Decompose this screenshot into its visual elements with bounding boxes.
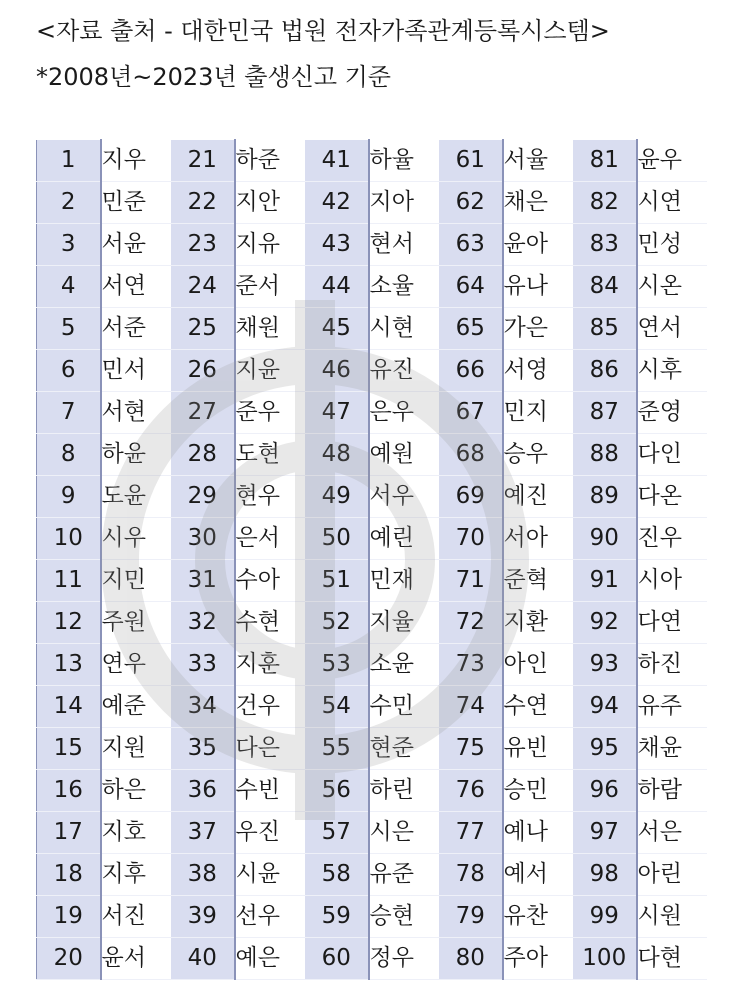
rank-number: 99 <box>573 896 637 938</box>
baby-name: 지아 <box>369 182 439 224</box>
rank-number: 4 <box>37 266 101 308</box>
rank-number: 29 <box>171 476 235 518</box>
baby-name: 서준 <box>101 308 171 350</box>
baby-name: 지환 <box>503 602 573 644</box>
rank-number: 40 <box>171 938 235 980</box>
rank-number: 87 <box>573 392 637 434</box>
baby-name: 은서 <box>235 518 305 560</box>
baby-name: 현준 <box>369 728 439 770</box>
baby-name: 지우 <box>101 140 171 182</box>
baby-name: 서우 <box>369 476 439 518</box>
rank-number: 30 <box>171 518 235 560</box>
table-row <box>37 140 707 182</box>
baby-name: 지율 <box>369 602 439 644</box>
rank-number: 58 <box>305 854 369 896</box>
rank-number: 43 <box>305 224 369 266</box>
rank-number: 32 <box>171 602 235 644</box>
baby-name: 서진 <box>101 896 171 938</box>
baby-name: 민준 <box>101 182 171 224</box>
rank-number: 6 <box>37 350 101 392</box>
baby-name: 다현 <box>637 938 707 980</box>
rank-number: 22 <box>171 182 235 224</box>
baby-name: 서윤 <box>101 224 171 266</box>
baby-name: 서율 <box>503 140 573 182</box>
rank-number: 33 <box>171 644 235 686</box>
rank-number: 67 <box>439 392 503 434</box>
baby-name: 민성 <box>637 224 707 266</box>
baby-name: 민서 <box>101 350 171 392</box>
rank-number: 70 <box>439 518 503 560</box>
rank-number: 17 <box>37 812 101 854</box>
baby-name: 아인 <box>503 644 573 686</box>
baby-name: 시연 <box>637 182 707 224</box>
baby-name: 하준 <box>235 140 305 182</box>
baby-name: 시원 <box>637 896 707 938</box>
table-row <box>37 896 707 938</box>
baby-name: 시은 <box>369 812 439 854</box>
rank-number: 1 <box>37 140 101 182</box>
rank-number: 56 <box>305 770 369 812</box>
rank-number: 25 <box>171 308 235 350</box>
baby-name: 채원 <box>235 308 305 350</box>
baby-name: 현서 <box>369 224 439 266</box>
rank-number: 20 <box>37 938 101 980</box>
rank-number: 24 <box>171 266 235 308</box>
rank-number: 2 <box>37 182 101 224</box>
rank-number: 90 <box>573 518 637 560</box>
baby-name: 주아 <box>503 938 573 980</box>
baby-name: 예원 <box>369 434 439 476</box>
rank-number: 10 <box>37 518 101 560</box>
table-row <box>37 224 707 266</box>
baby-name: 유빈 <box>503 728 573 770</box>
baby-name: 아린 <box>637 854 707 896</box>
rank-number: 38 <box>171 854 235 896</box>
rank-number: 27 <box>171 392 235 434</box>
rank-number: 63 <box>439 224 503 266</box>
baby-name: 연우 <box>101 644 171 686</box>
baby-name: 서영 <box>503 350 573 392</box>
baby-name: 승현 <box>369 896 439 938</box>
rank-number: 12 <box>37 602 101 644</box>
rank-number: 23 <box>171 224 235 266</box>
baby-name: 정우 <box>369 938 439 980</box>
rank-number: 82 <box>573 182 637 224</box>
rank-number: 86 <box>573 350 637 392</box>
rank-number: 77 <box>439 812 503 854</box>
baby-name: 유준 <box>369 854 439 896</box>
baby-name: 시현 <box>369 308 439 350</box>
baby-name: 수아 <box>235 560 305 602</box>
rank-number: 64 <box>439 266 503 308</box>
baby-name: 지원 <box>101 728 171 770</box>
rank-number: 69 <box>439 476 503 518</box>
table-row <box>37 392 707 434</box>
rank-number: 98 <box>573 854 637 896</box>
table-row <box>37 434 707 476</box>
baby-name: 수연 <box>503 686 573 728</box>
baby-name: 유진 <box>369 350 439 392</box>
baby-name: 채윤 <box>637 728 707 770</box>
rank-number: 88 <box>573 434 637 476</box>
rank-number: 42 <box>305 182 369 224</box>
baby-name: 하율 <box>369 140 439 182</box>
table-row <box>37 476 707 518</box>
baby-name: 다은 <box>235 728 305 770</box>
baby-name: 윤우 <box>637 140 707 182</box>
rank-number: 31 <box>171 560 235 602</box>
baby-name: 예진 <box>503 476 573 518</box>
baby-name: 승우 <box>503 434 573 476</box>
rank-number: 92 <box>573 602 637 644</box>
rank-number: 78 <box>439 854 503 896</box>
rank-number: 48 <box>305 434 369 476</box>
rank-number: 85 <box>573 308 637 350</box>
rank-number: 94 <box>573 686 637 728</box>
baby-name: 하은 <box>101 770 171 812</box>
rank-number: 72 <box>439 602 503 644</box>
rank-number: 96 <box>573 770 637 812</box>
rank-number: 44 <box>305 266 369 308</box>
rank-number: 65 <box>439 308 503 350</box>
rank-number: 8 <box>37 434 101 476</box>
basis-caption: *2008년~2023년 출생신고 기준 <box>36 63 391 91</box>
rank-number: 5 <box>37 308 101 350</box>
rank-number: 75 <box>439 728 503 770</box>
rank-number: 59 <box>305 896 369 938</box>
baby-name: 연서 <box>637 308 707 350</box>
baby-name: 윤아 <box>503 224 573 266</box>
rank-number: 18 <box>37 854 101 896</box>
baby-name: 예린 <box>369 518 439 560</box>
rank-number: 91 <box>573 560 637 602</box>
baby-name: 하윤 <box>101 434 171 476</box>
baby-name: 시아 <box>637 560 707 602</box>
baby-name: 유주 <box>637 686 707 728</box>
rank-number: 26 <box>171 350 235 392</box>
baby-name: 시후 <box>637 350 707 392</box>
baby-name: 서아 <box>503 518 573 560</box>
baby-name: 유나 <box>503 266 573 308</box>
rank-number: 21 <box>171 140 235 182</box>
baby-name: 시윤 <box>235 854 305 896</box>
baby-name: 준영 <box>637 392 707 434</box>
rank-number: 71 <box>439 560 503 602</box>
baby-name: 하람 <box>637 770 707 812</box>
baby-name: 지유 <box>235 224 305 266</box>
rank-number: 55 <box>305 728 369 770</box>
rank-number: 47 <box>305 392 369 434</box>
baby-name: 예서 <box>503 854 573 896</box>
baby-name: 준서 <box>235 266 305 308</box>
rank-number: 45 <box>305 308 369 350</box>
baby-name: 진우 <box>637 518 707 560</box>
rank-number: 54 <box>305 686 369 728</box>
baby-name: 선우 <box>235 896 305 938</box>
rank-number: 79 <box>439 896 503 938</box>
baby-name: 지훈 <box>235 644 305 686</box>
rank-number: 34 <box>171 686 235 728</box>
baby-name: 예나 <box>503 812 573 854</box>
rank-number: 76 <box>439 770 503 812</box>
rank-number: 46 <box>305 350 369 392</box>
baby-name: 서은 <box>637 812 707 854</box>
baby-name: 우진 <box>235 812 305 854</box>
rank-number: 100 <box>573 938 637 980</box>
rank-number: 97 <box>573 812 637 854</box>
baby-name: 지안 <box>235 182 305 224</box>
baby-name: 도윤 <box>101 476 171 518</box>
rank-number: 16 <box>37 770 101 812</box>
name-ranking-table <box>36 139 707 980</box>
baby-name: 다연 <box>637 602 707 644</box>
baby-name: 지윤 <box>235 350 305 392</box>
rank-number: 9 <box>37 476 101 518</box>
rank-number: 89 <box>573 476 637 518</box>
rank-number: 14 <box>37 686 101 728</box>
baby-name: 소윤 <box>369 644 439 686</box>
baby-name: 채은 <box>503 182 573 224</box>
baby-name: 수민 <box>369 686 439 728</box>
table-row <box>37 518 707 560</box>
table-row <box>37 686 707 728</box>
rank-number: 74 <box>439 686 503 728</box>
baby-name: 민재 <box>369 560 439 602</box>
rank-number: 52 <box>305 602 369 644</box>
source-caption: <자료 출처 - 대한민국 법원 전자가족관계등록시스템> <box>36 17 610 45</box>
table-row <box>37 728 707 770</box>
rank-number: 80 <box>439 938 503 980</box>
rank-number: 49 <box>305 476 369 518</box>
rank-number: 41 <box>305 140 369 182</box>
rank-number: 93 <box>573 644 637 686</box>
baby-name: 가은 <box>503 308 573 350</box>
table-row <box>37 266 707 308</box>
rank-number: 3 <box>37 224 101 266</box>
baby-name: 예은 <box>235 938 305 980</box>
table-row <box>37 938 707 980</box>
rank-number: 28 <box>171 434 235 476</box>
rank-number: 51 <box>305 560 369 602</box>
baby-name: 지후 <box>101 854 171 896</box>
baby-name: 수빈 <box>235 770 305 812</box>
baby-name: 예준 <box>101 686 171 728</box>
rank-number: 11 <box>37 560 101 602</box>
baby-name: 하진 <box>637 644 707 686</box>
table-row <box>37 350 707 392</box>
baby-name: 지호 <box>101 812 171 854</box>
baby-name: 민지 <box>503 392 573 434</box>
rank-number: 60 <box>305 938 369 980</box>
table-row <box>37 560 707 602</box>
table-row <box>37 182 707 224</box>
table-row <box>37 602 707 644</box>
baby-name: 윤서 <box>101 938 171 980</box>
rank-number: 36 <box>171 770 235 812</box>
rank-number: 13 <box>37 644 101 686</box>
table-row <box>37 812 707 854</box>
rank-number: 57 <box>305 812 369 854</box>
baby-name: 유찬 <box>503 896 573 938</box>
rank-number: 95 <box>573 728 637 770</box>
baby-name: 주원 <box>101 602 171 644</box>
baby-name: 준우 <box>235 392 305 434</box>
rank-number: 7 <box>37 392 101 434</box>
baby-name: 서연 <box>101 266 171 308</box>
baby-name: 지민 <box>101 560 171 602</box>
baby-name: 현우 <box>235 476 305 518</box>
table-row <box>37 644 707 686</box>
baby-name: 하린 <box>369 770 439 812</box>
rank-number: 73 <box>439 644 503 686</box>
baby-name: 다인 <box>637 434 707 476</box>
baby-name: 준혁 <box>503 560 573 602</box>
rank-number: 68 <box>439 434 503 476</box>
rank-number: 62 <box>439 182 503 224</box>
rank-number: 50 <box>305 518 369 560</box>
rank-number: 83 <box>573 224 637 266</box>
baby-name: 수현 <box>235 602 305 644</box>
rank-number: 19 <box>37 896 101 938</box>
baby-name: 서현 <box>101 392 171 434</box>
baby-name: 소율 <box>369 266 439 308</box>
rank-number: 84 <box>573 266 637 308</box>
baby-name: 도현 <box>235 434 305 476</box>
table-row <box>37 308 707 350</box>
rank-number: 39 <box>171 896 235 938</box>
table-row <box>37 854 707 896</box>
baby-name: 다온 <box>637 476 707 518</box>
baby-name: 은우 <box>369 392 439 434</box>
rank-number: 81 <box>573 140 637 182</box>
table-row <box>37 770 707 812</box>
baby-name: 승민 <box>503 770 573 812</box>
rank-number: 66 <box>439 350 503 392</box>
rank-number: 53 <box>305 644 369 686</box>
rank-number: 37 <box>171 812 235 854</box>
baby-name: 건우 <box>235 686 305 728</box>
rank-number: 35 <box>171 728 235 770</box>
baby-name: 시우 <box>101 518 171 560</box>
rank-number: 15 <box>37 728 101 770</box>
baby-name: 시온 <box>637 266 707 308</box>
rank-number: 61 <box>439 140 503 182</box>
